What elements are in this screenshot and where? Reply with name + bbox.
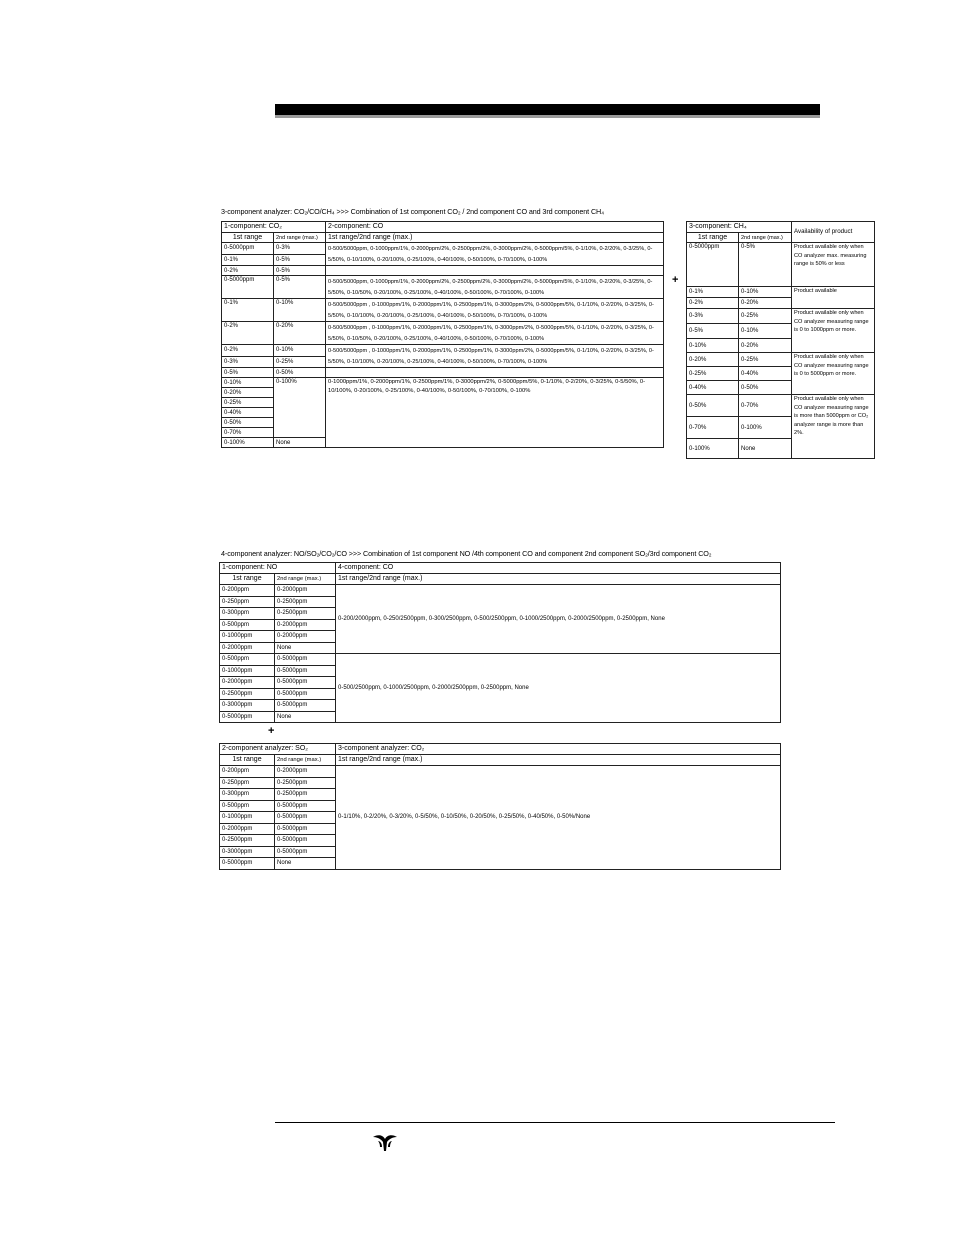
cell: 0-5000ppm (275, 654, 336, 666)
header-2-component-co: 2-component: CO (326, 222, 664, 233)
cell: 0-5000ppm (275, 823, 336, 835)
availability-cell: Product available (792, 287, 875, 309)
cell: 0-5000ppm (687, 243, 739, 287)
combo-cell: 0-1000ppm/1%, 0-2000ppm/1%, 0-2500ppm/1%, 0-3000ppm/2%, 0-5000ppm/5%, 0-1/10%, 0-2/20%, 0-3/25%, 0-5/50%, 0-10/100%, 0-20/100%, 0-25/100%, 0-40/100%, 0-50/100%, 0-70/100%, 0-100% (326, 378, 664, 448)
cell: 0-5000ppm (275, 835, 336, 847)
cell: 0-5% (274, 254, 326, 266)
col-2nd-range: 2nd range (max.) (275, 574, 336, 585)
cell: 0-25% (687, 367, 739, 381)
cell: 0-2000ppm (220, 677, 275, 689)
cell: 0-5000ppm (275, 846, 336, 858)
cell: 0-5% (739, 243, 792, 287)
cell: 0-200ppm (220, 585, 275, 597)
header-1-component-co2: 1-component: CO₂ (222, 222, 326, 233)
cell: 0-2000ppm (275, 631, 336, 643)
combo-cell: 0-500/2500ppm, 0-1000/2500ppm, 0-2000/2500ppm, 0-2500ppm, None (336, 654, 781, 723)
cell: 0-5% (274, 276, 326, 299)
cell: 0-70% (739, 395, 792, 417)
combo-cell-empty (326, 266, 664, 276)
cell: 0-10% (222, 378, 274, 388)
cell: 0-2000ppm (275, 585, 336, 597)
col-2nd-range: 2nd range (max.) (274, 233, 326, 243)
cell: 0-500ppm (220, 654, 275, 666)
cell: 0-5000ppm (275, 700, 336, 712)
cell: 0-5% (274, 266, 326, 276)
cell: 0-2% (222, 345, 274, 357)
cell: 0-25% (222, 398, 274, 408)
cell: 0-500ppm (220, 619, 275, 631)
table-ch4 (686, 221, 875, 459)
header-2-component-so2: 2-component analyzer: SO₂ (220, 744, 336, 755)
cell: 0-2500ppm (220, 835, 275, 847)
cell: 0-20% (687, 353, 739, 367)
header-1-component-no: 1-component: NO (220, 563, 336, 574)
availability-cell: Product available only when CO analyzer measuring range is 0 to 1000ppm or more. (792, 309, 875, 353)
cell: 0-2500ppm (275, 596, 336, 608)
cell: 0-250ppm (220, 777, 275, 789)
cell: 0-100% (739, 417, 792, 439)
cell: None (275, 642, 336, 654)
combo-cell: 0-500/5000ppm , 0-1000ppm/1%, 0-2000ppm/1%, 0-2500ppm/1%, 0-3000ppm/2%, 0-5000ppm/5%, 0-1/10%, 0-2/20%, 0-3/25%, 0-5/50%, 0-10/100%, 0-20/100%, 0-25/100%, 0-40/100%, 0-50/100%, 0-70/100%, 0-100% (326, 299, 664, 322)
cell: None (275, 711, 336, 723)
header-availability: Availability of product (792, 222, 875, 243)
col-2nd-range: 2nd range (max.) (739, 233, 792, 243)
cell: 0-70% (222, 428, 274, 438)
cell: 0-200ppm (220, 766, 275, 778)
cell: 0-250ppm (220, 596, 275, 608)
combo-cell: 0-500/5000ppm , 0-1000ppm/1%, 0-2000ppm/1%, 0-2500ppm/1%, 0-3000ppm/2%, 0-5000ppm/5%, 0-1/10%, 0-2/20%, 0-3/25%, 0-5/50%, 0-10/50%, 0-20/100%, 0-25/100%, 0-40/100%, 0-50/100%, 0-70/100%, 0-100% (326, 322, 664, 345)
cell: 0-300ppm (220, 789, 275, 801)
cell: 0-300ppm (220, 608, 275, 620)
caption-4-component: 4-component analyzer: NO/SO₂/CO₂/CO >>> Combination of 1st component NO /4th component CO and component 2nd component SO₂/3rd component CO₂ (221, 549, 712, 558)
availability-cell: Product available only when CO analyzer measuring range is more than 5000ppm or CO₂ analyzer range is more than 2%. (792, 395, 875, 459)
table-co2-co (221, 221, 664, 448)
cell: 0-100% (222, 438, 274, 448)
cell: 0-3% (222, 356, 274, 368)
cell: 0-10% (274, 345, 326, 357)
cell: 0-20% (222, 388, 274, 398)
cell: 0-5000ppm (220, 711, 275, 723)
cell: 0-10% (274, 299, 326, 322)
header-3-component-co2: 3-component analyzer: CO₂ (336, 744, 781, 755)
combo-cell: 0-500/5000ppm, 0-1000ppm/1%, 0-2000ppm/2%, 0-2500ppm/2%, 0-3000ppm/2%, 0-5000ppm/5%, 0-1/10%, 0-2/20%, 0-3/25%, 0-5/50%, 0-10/100%, 0-20/100%, 0-25/100%, 0-40/100%, 0-50/100%, 0-70/100%, 0-100% (326, 243, 664, 266)
cell: 0-2% (222, 322, 274, 345)
cell: 0-2500ppm (275, 608, 336, 620)
col-1st-range: 1st range (687, 233, 739, 243)
cell: None (274, 438, 326, 448)
combo-cell: 0-1/10%, 0-2/20%, 0-3/20%, 0-5/50%, 0-10/50%, 0-20/50%, 0-25/50%, 0-40/50%, 0-50%/None (336, 766, 781, 870)
cell: 0-3000ppm (220, 700, 275, 712)
cell: 0-1000ppm (220, 631, 275, 643)
col-1st-range: 1st range (220, 755, 275, 766)
cell: 0-2000ppm (275, 766, 336, 778)
cell: 0-1% (222, 254, 274, 266)
header-3-component-ch4: 3-component: CH₄ (687, 222, 792, 233)
cell: 0-70% (687, 417, 739, 439)
availability-cell: Product available only when CO analyzer max. measuring range is 50% or less (792, 243, 875, 287)
cell: 0-5% (687, 324, 739, 339)
cell: 0-3% (687, 309, 739, 324)
cell: 0-5000ppm (222, 243, 274, 255)
header-rule-black (275, 104, 820, 115)
cell: 0-10% (739, 324, 792, 339)
cell: 0-40% (222, 408, 274, 418)
header-4-component-co: 4-component: CO (336, 563, 781, 574)
cell: 0-5000ppm (275, 677, 336, 689)
col-combo: 1st range/2nd range (max.) (336, 755, 781, 766)
plus-sign: + (268, 725, 275, 737)
cell: 0-5000ppm (275, 812, 336, 824)
cell: None (275, 858, 336, 870)
col-combo: 1st range/2nd range (max.) (326, 233, 664, 243)
cell: 0-5000ppm (275, 665, 336, 677)
combo-cell: 0-500/5000ppm, 0-1000ppm/1%, 0-2000ppm/2%, 0-2500ppm/2%, 0-3000ppm/2%, 0-5000ppm/5%, 0-1/10%, 0-2/20%, 0-3/25%, 0-5/50%, 0-10/50%, 0-20/100%, 0-25/100%, 0-40/100%, 0-50/100%, 0-70/100%, 0-100% (326, 276, 664, 299)
col-2nd-range: 2nd range (max.) (275, 755, 336, 766)
cell: 0-1000ppm (220, 665, 275, 677)
cell: 0-1% (222, 299, 274, 322)
cell: 0-2000ppm (275, 619, 336, 631)
combo-cell: 0-500/5000ppm , 0-1000ppm/1%, 0-2000ppm/1%, 0-2500ppm/1%, 0-3000ppm/2%, 0-5000ppm/5%, 0-1/10%, 0-2/20%, 0-3/25%, 0-5/50%, 0-10/100%, 0-20/100%, 0-25/100%, 0-40/100%, 0-50/100%, 0-70/100%, 0-100% (326, 345, 664, 368)
cell: 0-2% (687, 298, 739, 309)
cell: 0-25% (274, 356, 326, 368)
col-1st-range: 1st range (220, 574, 275, 585)
cell: 0-100% (274, 378, 326, 438)
combo-cell-empty (326, 368, 664, 378)
header-rule-gray (275, 115, 820, 118)
cell: 0-5000ppm (220, 858, 275, 870)
table-so2-co2 (219, 743, 781, 870)
footer-rule (275, 1122, 835, 1123)
cell: 0-50% (274, 368, 326, 378)
company-logo-icon (372, 1133, 398, 1153)
cell: 0-1000ppm (220, 812, 275, 824)
caption-3-component: 3-component analyzer: CO₂/CO/CH₄ >>> Combination of 1st component CO₂ / 2nd component CO and 3rd component CH₄ (221, 207, 604, 216)
cell: 0-10% (687, 339, 739, 353)
availability-cell: Product available only when CO analyzer measuring range is 0 to 5000ppm or more. (792, 353, 875, 395)
cell: 0-3000ppm (220, 846, 275, 858)
cell: 0-2500ppm (275, 789, 336, 801)
cell: 0-5000ppm (275, 800, 336, 812)
cell: 0-2500ppm (220, 688, 275, 700)
cell: 0-2% (222, 266, 274, 276)
cell: 0-50% (222, 418, 274, 428)
cell: 0-2000ppm (220, 823, 275, 835)
cell: 0-50% (739, 381, 792, 395)
cell: 0-5000ppm (222, 276, 274, 299)
cell: None (739, 439, 792, 459)
table-no-co (219, 562, 781, 723)
cell: 0-100% (687, 439, 739, 459)
cell: 0-2500ppm (275, 777, 336, 789)
cell: 0-20% (739, 339, 792, 353)
cell: 0-500ppm (220, 800, 275, 812)
plus-sign: + (672, 274, 679, 286)
col-combo: 1st range/2nd range (max.) (336, 574, 781, 585)
cell: 0-20% (739, 298, 792, 309)
cell: 0-25% (739, 309, 792, 324)
cell: 0-10% (739, 287, 792, 298)
cell: 0-2000ppm (220, 642, 275, 654)
cell: 0-20% (274, 322, 326, 345)
col-1st-range: 1st range (222, 233, 274, 243)
cell: 0-25% (739, 353, 792, 367)
cell: 0-40% (687, 381, 739, 395)
cell: 0-50% (687, 395, 739, 417)
cell: 0-5% (222, 368, 274, 378)
cell: 0-40% (739, 367, 792, 381)
combo-cell: 0-200/2000ppm, 0-250/2500ppm, 0-300/2500ppm, 0-500/2500ppm, 0-1000/2500ppm, 0-2000/2500ppm, 0-2500ppm, None (336, 585, 781, 654)
cell: 0-5000ppm (275, 688, 336, 700)
cell: 0-3% (274, 243, 326, 255)
cell: 0-1% (687, 287, 739, 298)
